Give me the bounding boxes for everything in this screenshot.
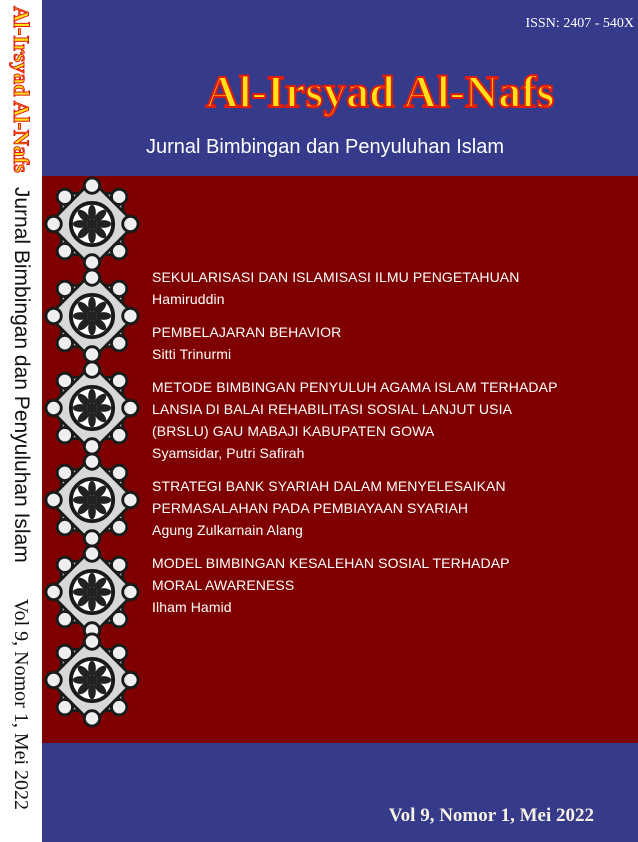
islamic-star-ornament-icon — [44, 176, 140, 272]
islamic-star-ornament-icon — [44, 632, 140, 728]
article-item — [152, 266, 622, 310]
islamic-star-ornament-icon — [44, 360, 140, 456]
article-title-line: PEMBELAJARAN BEHAVIOR — [152, 324, 342, 340]
spine — [0, 0, 42, 842]
article-author: Ilham Hamid — [152, 599, 232, 615]
volume-info: Vol 9, Nomor 1, Mei 2022 — [388, 805, 594, 826]
article-title-line: MODEL BIMBINGAN KESALEHAN SOSIAL TERHADAP — [152, 555, 510, 571]
article-item — [152, 376, 622, 464]
article-title-line: PERMASALAHAN PADA PEMBIAYAAN SYARIAH — [152, 500, 469, 516]
article-author: Syamsidar, Putri Safirah — [152, 445, 305, 461]
ornament-column — [42, 176, 142, 696]
spine-text-row — [0, 0, 42, 842]
article-title-line: METODE BIMBINGAN PENYULUH AGAMA ISLAM TERHADAP — [152, 379, 558, 395]
journal-title: Al-Irsyad Al-Nafs — [205, 66, 555, 117]
journal-subtitle: Jurnal Bimbingan dan Penyuluhan Islam — [146, 136, 504, 158]
article-title-line: MORAL AWARENESS — [152, 577, 295, 593]
article-author: Agung Zulkarnain Alang — [152, 522, 303, 538]
islamic-star-ornament-icon — [44, 268, 140, 364]
article-item — [152, 552, 622, 618]
article-author: Sitti Trinurmi — [152, 346, 232, 362]
article-item — [152, 321, 622, 365]
islamic-star-ornament-icon — [44, 544, 140, 640]
bottom-band — [42, 743, 638, 842]
article-list — [152, 266, 622, 629]
article-author: Hamiruddin — [152, 291, 225, 307]
article-title-line: LANSIA DI BALAI REHABILITASI SOSIAL LANJUT USIA — [152, 401, 513, 417]
front-cover — [42, 0, 638, 842]
issn: ISSN: 2407 - 540X — [525, 16, 634, 31]
article-item — [152, 475, 622, 541]
spine-subtitle: Jurnal Bimbingan dan Penyuluhan Islam — [10, 186, 33, 563]
article-title-line: STRATEGI BANK SYARIAH DALAM MENYELESAIKAN — [152, 478, 506, 494]
article-title-line: (BRSLU) GAU MABAJI KABUPATEN GOWA — [152, 423, 435, 439]
spine-volume: Vol 9, Nomor 1, Mei 2022 — [10, 598, 33, 811]
islamic-star-ornament-icon — [44, 452, 140, 548]
article-title-line: SEKULARISASI DAN ISLAMISASI ILMU PENGETAHUAN — [152, 269, 520, 285]
spine-title: Al-Irsyad Al-Nafs — [9, 6, 34, 173]
